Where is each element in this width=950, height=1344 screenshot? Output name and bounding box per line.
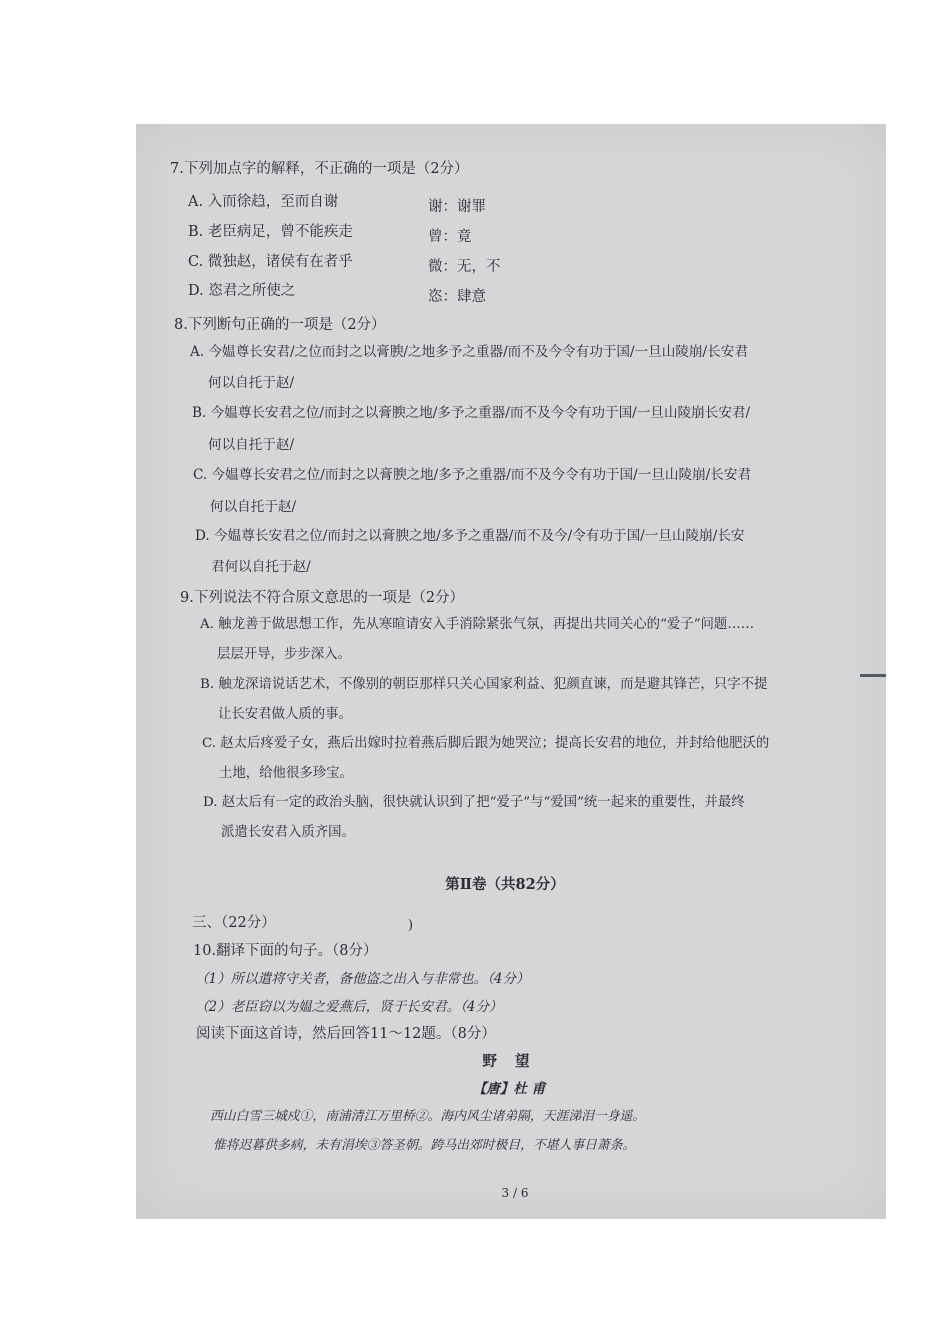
q7-option-d-gloss: 恣：肆意 [428, 289, 486, 305]
q9-option-b-line2: 让长安君做人质的事。 [218, 707, 352, 722]
poem-author: 【唐】杜 甫 [472, 1081, 546, 1097]
q10-stem: 10.翻译下面的句子。（8分） [193, 943, 378, 959]
q8-option-a-line1: A. 今媪尊长安君/之位而封之以膏腴/之地多予之重器/而不及今令有功于国/一旦山陵崩/长安君 [190, 344, 748, 360]
q8-option-b-line2: 何以自托于赵/ [208, 437, 295, 453]
page-number: 3 / 6 [501, 1186, 529, 1200]
q8-option-b-line1: B. 今媪尊长安君之位/而封之以膏腴之地/多予之重器/而不及今令有功于国/一旦山陵崩长安君/ [192, 405, 751, 421]
q8-stem: 8.下列断句正确的一项是（2分） [174, 317, 386, 333]
q9-option-b-line1: B. 触龙深谙说话艺术，不像别的朝臣那样只关心国家利益、犯颜直谏，而是避其锋芒，只字不提 [200, 677, 768, 692]
poem-title: 野望 [482, 1053, 548, 1070]
q8-option-d-line1: D. 今媪尊长安君之位/而封之以膏腴之地/多予之重器/而不及今/令有功于国/一旦山陵崩/长安 [195, 528, 745, 544]
q7-option-b: B. 老臣病足，曾不能疾走 [188, 224, 353, 240]
q7-stem: 7.下列加点字的解释，不正确的一项是（2分） [170, 161, 469, 177]
q9-option-a-line1: A. 触龙善于做思想工作，先从寒暄请安入手消除紧张气氛，再提出共同关心的“爱子”问题…… [200, 617, 755, 632]
poem-line-1: 西山白雪三城戍①，南浦清江万里桥②。海内风尘诸弟隔，天涯涕泪一身遥。 [210, 1109, 646, 1124]
q7-option-c-gloss: 微：无，不 [428, 259, 501, 275]
q8-option-c-line2: 何以自托于赵/ [210, 499, 297, 515]
q9-option-c-line2: 土地，给他很多珍宝。 [219, 766, 353, 781]
page-edge-mark [860, 674, 886, 677]
q8-option-c-line1: C. 今媪尊长安君之位/而封之以膏腴之地/多予之重器/而不及今令有功于国/一旦山陵崩/长安君 [193, 467, 752, 483]
q7-option-b-gloss: 曾：竟 [428, 229, 472, 245]
q9-option-d-line1: D. 赵太后有一定的政治头脑，很快就认识到了把“爱子”与“爱国”统一起来的重要性，并最终 [203, 795, 745, 810]
pencil-mark: ) [408, 918, 414, 933]
reading-instruction: 阅读下面这首诗，然后回答11～12题。（8分） [196, 1026, 496, 1042]
q7-option-a: A. 入而徐趋，至而自谢 [188, 194, 339, 210]
section-3-heading: 三、（22分） [192, 915, 276, 931]
q7-option-a-gloss: 谢：谢罪 [428, 199, 486, 215]
q10-sentence-2: （2）老臣窃以为媪之爱燕后，贤于长安君。（4分） [195, 999, 503, 1015]
q9-stem: 9.下列说法不符合原文意思的一项是（2分） [180, 590, 465, 606]
q9-option-a-line2: 层层开导，步步深入。 [217, 647, 351, 662]
q9-option-d-line2: 派遣长安君入质齐国。 [221, 825, 355, 840]
poem-line-2: 惟将迟暮供多病，未有涓埃③答圣朝。跨马出郊时极目，不堪人事日萧条。 [213, 1138, 636, 1153]
q7-option-c: C. 微独赵，诸侯有在者乎 [188, 254, 353, 270]
q7-option-d: D. 恣君之所使之 [188, 283, 296, 299]
q10-sentence-1: （1）所以遣将守关者，备他盗之出入与非常也。（4分） [195, 971, 530, 987]
q8-option-d-line2: 君何以自托于赵/ [211, 559, 311, 575]
q9-option-c-line1: C. 赵太后疼爱子女，燕后出嫁时拉着燕后脚后跟为她哭泣；提高长安君的地位，并封给他肥沃的 [202, 736, 770, 751]
q8-option-a-line2: 何以自托于赵/ [208, 375, 295, 391]
part2-title: 第Ⅱ卷（共82分） [445, 876, 565, 893]
